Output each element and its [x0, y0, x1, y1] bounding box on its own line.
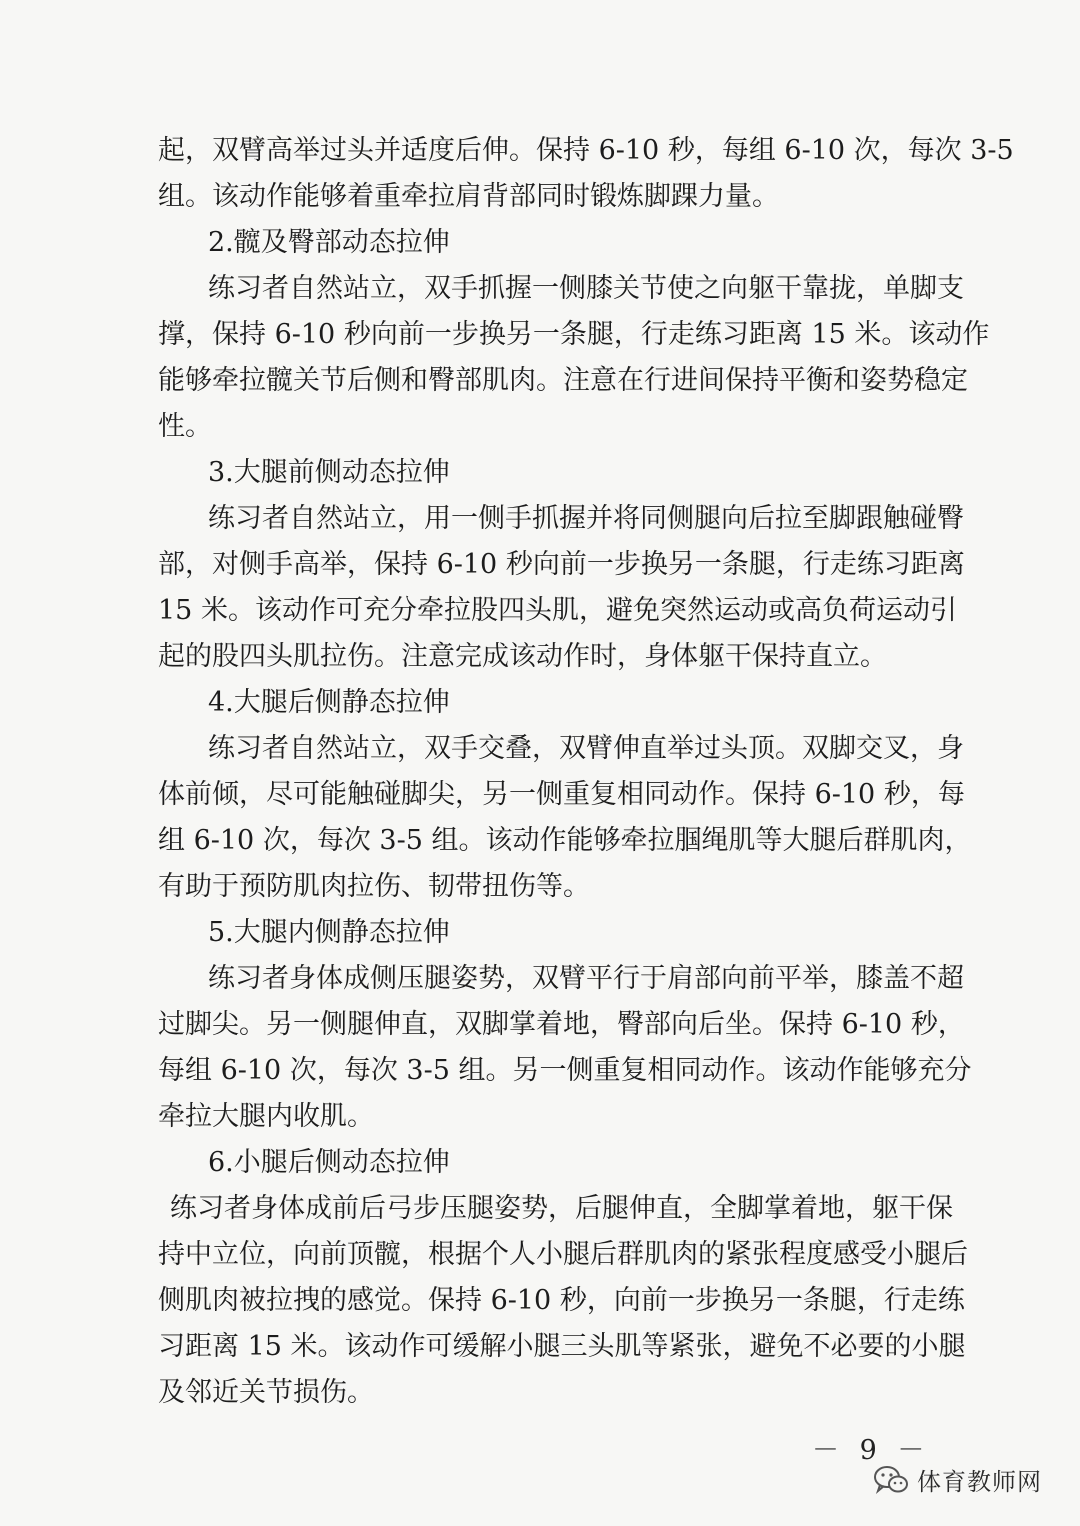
section-heading-front-thigh: 3.大腿前侧动态拉伸 — [208, 457, 450, 488]
paragraph-line: 练习者身体成前后弓步压腿姿势，后腿伸直，全脚掌着地，躯干保 — [170, 1193, 953, 1224]
section-heading-back-thigh: 4.大腿后侧静态拉伸 — [208, 687, 450, 718]
paragraph-line: 练习者身体成侧压腿姿势，双臂平行于肩部向前平举，膝盖不超 — [208, 963, 964, 994]
paragraph-line: 及邻近关节损伤。 — [158, 1377, 374, 1408]
paragraph-line: 练习者自然站立，用一侧手抓握并将同侧腿向后拉至脚跟触碰臀 — [208, 503, 964, 534]
paragraph-line: 撑，保持 6-10 秒向前一步换另一条腿，行走练习距离 15 米。该动作 — [158, 319, 990, 350]
paragraph-line: 组 6-10 次，每次 3-5 组。该动作能够牵拉腘绳肌等大腿后群肌肉， — [158, 825, 972, 856]
paragraph-line: 牵拉大腿内收肌。 — [158, 1101, 374, 1132]
section-heading-calf: 6.小腿后侧动态拉伸 — [208, 1147, 450, 1178]
paragraph-line: 起，双臂高举过头并适度后伸。保持 6-10 秒，每组 6-10 次，每次 3-5 — [158, 135, 1014, 166]
document-body — [158, 128, 1014, 1416]
paragraph-line: 有助于预防肌肉拉伤、韧带扭伤等。 — [158, 871, 590, 902]
watermark-text: 体育教师网 — [917, 1468, 1042, 1496]
paragraph-line: 组。该动作能够着重牵拉肩背部同时锻炼脚踝力量。 — [158, 181, 779, 212]
section-heading-hip-glute: 2.髋及臀部动态拉伸 — [208, 227, 450, 258]
paragraph-line: 能够牵拉髋关节后侧和臀部肌肉。注意在行进间保持平衡和姿势稳定 — [158, 365, 968, 396]
watermark — [873, 1462, 1042, 1497]
paragraph-line: 部，对侧手高举，保持 6-10 秒向前一步换另一条腿，行走练习距离 — [158, 549, 965, 580]
section-heading-inner-thigh: 5.大腿内侧静态拉伸 — [208, 917, 450, 948]
paragraph-line: 侧肌肉被拉拽的感觉。保持 6-10 秒，向前一步换另一条腿，行走练 — [158, 1285, 965, 1316]
paragraph-line: 过脚尖。另一侧腿伸直，双脚掌着地，臀部向后坐。保持 6-10 秒， — [158, 1009, 965, 1040]
page-number: － 9 － — [812, 1435, 931, 1466]
paragraph-line: 练习者自然站立，双手交叠，双臂伸直举过头顶。双脚交叉，身 — [208, 733, 964, 764]
paragraph-line: 性。 — [158, 411, 212, 442]
paragraph-line: 15 米。该动作可充分牵拉股四头肌，避免突然运动或高负荷运动引 — [158, 595, 957, 626]
paragraph-line: 体前倾，尽可能触碰脚尖，另一侧重复相同动作。保持 6-10 秒，每 — [158, 779, 965, 810]
paragraph-line: 练习者自然站立，双手抓握一侧膝关节使之向躯干靠拢，单脚支 — [208, 273, 964, 304]
paragraph-line: 起的股四头肌拉伤。注意完成该动作时，身体躯干保持直立。 — [158, 641, 887, 672]
paragraph-line: 持中立位，向前顶髋，根据个人小腿后群肌肉的紧张程度感受小腿后 — [158, 1239, 968, 1270]
paragraph-line: 每组 6-10 次，每次 3-5 组。另一侧重复相同动作。该动作能够充分 — [158, 1055, 972, 1086]
paragraph-line: 习距离 15 米。该动作可缓解小腿三头肌等紧张，避免不必要的小腿 — [158, 1331, 966, 1362]
wechat-icon — [873, 1465, 909, 1495]
